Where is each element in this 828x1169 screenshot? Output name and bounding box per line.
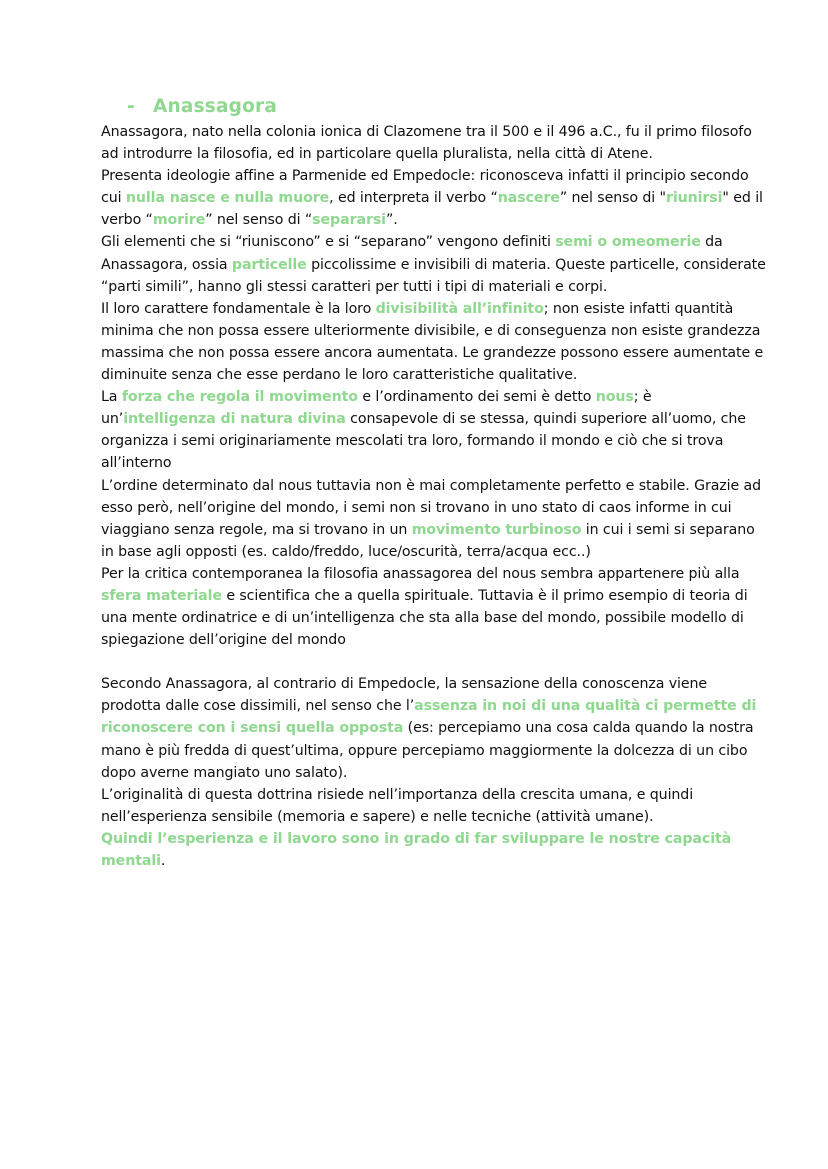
text-run: , ed interpreta il verbo “: [329, 190, 498, 207]
highlighted-term: nascere: [497, 190, 560, 207]
body-text: [101, 121, 768, 872]
text-run: L’ordine determinato dal nous tuttavia non è mai completamente perfetto e stabile. Grazie ad esso però, nell’origine del mondo, i semi non si trovano in uno stato di caos informe in cui viaggiano senza regole, ma si trovano in un: [101, 477, 762, 538]
highlighted-term: sfera materiale: [101, 587, 222, 604]
text-run: Secondo Anassagora, al contrario di Empedocle, la sensazione della conoscenza viene prodotta dalle cose dissimili, nel senso che l’: [101, 676, 707, 715]
highlighted-term: separarsi: [312, 212, 386, 229]
highlighted-term: divisibilità all’infinito: [375, 300, 544, 317]
highlighted-term: riunirsi: [665, 190, 723, 207]
highlighted-term: Quindi l’esperienza e il lavoro sono in grado di far sviluppare le nostre capacità mentali: [101, 830, 732, 869]
highlighted-term: movimento turbinoso: [411, 521, 582, 538]
text-run: ” nel senso di ": [559, 190, 666, 207]
text-run: Presenta ideologie affine a Parmenide ed Empedocle: riconosceva infatti il principio secondo cui: [101, 168, 749, 207]
text-run: e l’ordinamento dei semi è detto: [357, 389, 596, 406]
highlighted-term: nulla nasce e nulla muore: [125, 190, 330, 207]
text-run: .: [160, 853, 166, 869]
text-run: ” nel senso di “: [205, 212, 313, 229]
text-run: da Anassagora, ossia: [101, 234, 723, 273]
text-run: ; non esiste infatti quantità minima che non possa essere ulteriormente divisibile, e di conseguenza non esiste grandezza massima che non possa essere ancora aumentata. Le grandezze possono essere aumentate e diminuite senza che esse perdano le loro caratteristiche qualitative.: [101, 300, 764, 384]
paragraph: [101, 386, 768, 474]
text-run: ; è un’: [101, 389, 652, 428]
paragraph: [101, 165, 768, 231]
heading-bullet-dash: -: [127, 96, 135, 117]
text-run: Gli elementi che si “riuniscono” e si “separano” vengono definiti: [101, 234, 556, 251]
highlighted-term: semi o omeomerie: [555, 234, 701, 251]
text-run: Anassagora, nato nella colonia ionica di Clazomene tra il 500 e il 496 a.C., fu il primo filosofo ad introdurre la filosofia, ed in particolare quella pluralista, nella città di Atene.: [101, 124, 752, 163]
text-run: ”.: [385, 212, 398, 229]
highlighted-term: intelligenza di natura divina: [123, 411, 346, 428]
text-run: " ed il verbo “: [101, 190, 763, 229]
highlighted-term: particelle: [231, 256, 307, 273]
paragraph: [101, 475, 768, 563]
highlighted-term: forza che regola il movimento: [121, 389, 358, 406]
paragraph: [101, 298, 768, 386]
text-run: Per la critica contemporanea la filosofia anassagorea del nous sembra appartenere più alla: [101, 565, 740, 582]
text-run: L’originalità di questa dottrina risiede nell’importanza della crescita umana, e quindi nell’esperienza sensibile (memoria e sapere) e nelle tecniche (attività umane).: [101, 786, 694, 825]
highlighted-term: morire: [152, 212, 206, 229]
text-run: Il loro carattere fondamentale è la loro: [101, 300, 376, 317]
paragraph-spacer: [101, 651, 768, 673]
text-run: (es: percepiamo una cosa calda quando la nostra mano è più fredda di quest’ultima, oppure percepiamo maggiormente la dolcezza di un cibo dopo averne mangiato uno salato).: [101, 720, 754, 781]
paragraph: [101, 121, 768, 165]
paragraph: [101, 673, 768, 783]
paragraph: [101, 563, 768, 651]
paragraph: [101, 784, 768, 828]
text-run: piccolissime e invisibili di materia. Queste particelle, considerate “parti simili”, hanno gli stessi caratteri per tutti i tipi di materiali e corpi.: [101, 256, 766, 295]
text-run: consapevole di se stessa, quindi superiore all’uomo, che organizza i semi originariamente mescolati tra loro, formando il mondo e ciò che si trova all’interno: [101, 411, 746, 472]
paragraph: [101, 231, 768, 297]
heading-title: Anassagora: [153, 96, 278, 117]
section-heading: [127, 96, 768, 117]
text-run: La: [101, 389, 122, 406]
paragraph: [101, 828, 768, 872]
highlighted-term: assenza in noi di una qualità ci permette di riconoscere con i sensi quella opposta: [101, 698, 757, 737]
text-run: in cui i semi si separano in base agli opposti (es. caldo/freddo, luce/oscurità, terra/acqua ecc..): [101, 521, 755, 560]
text-run: e scientifica che a quella spirituale. Tuttavia è il primo esempio di teoria di una mente ordinatrice e di un’intelligenza che sta alla base del mondo, possibile modello di spiegazione dell’origine del mondo: [101, 587, 748, 649]
highlighted-term: nous: [595, 389, 634, 406]
